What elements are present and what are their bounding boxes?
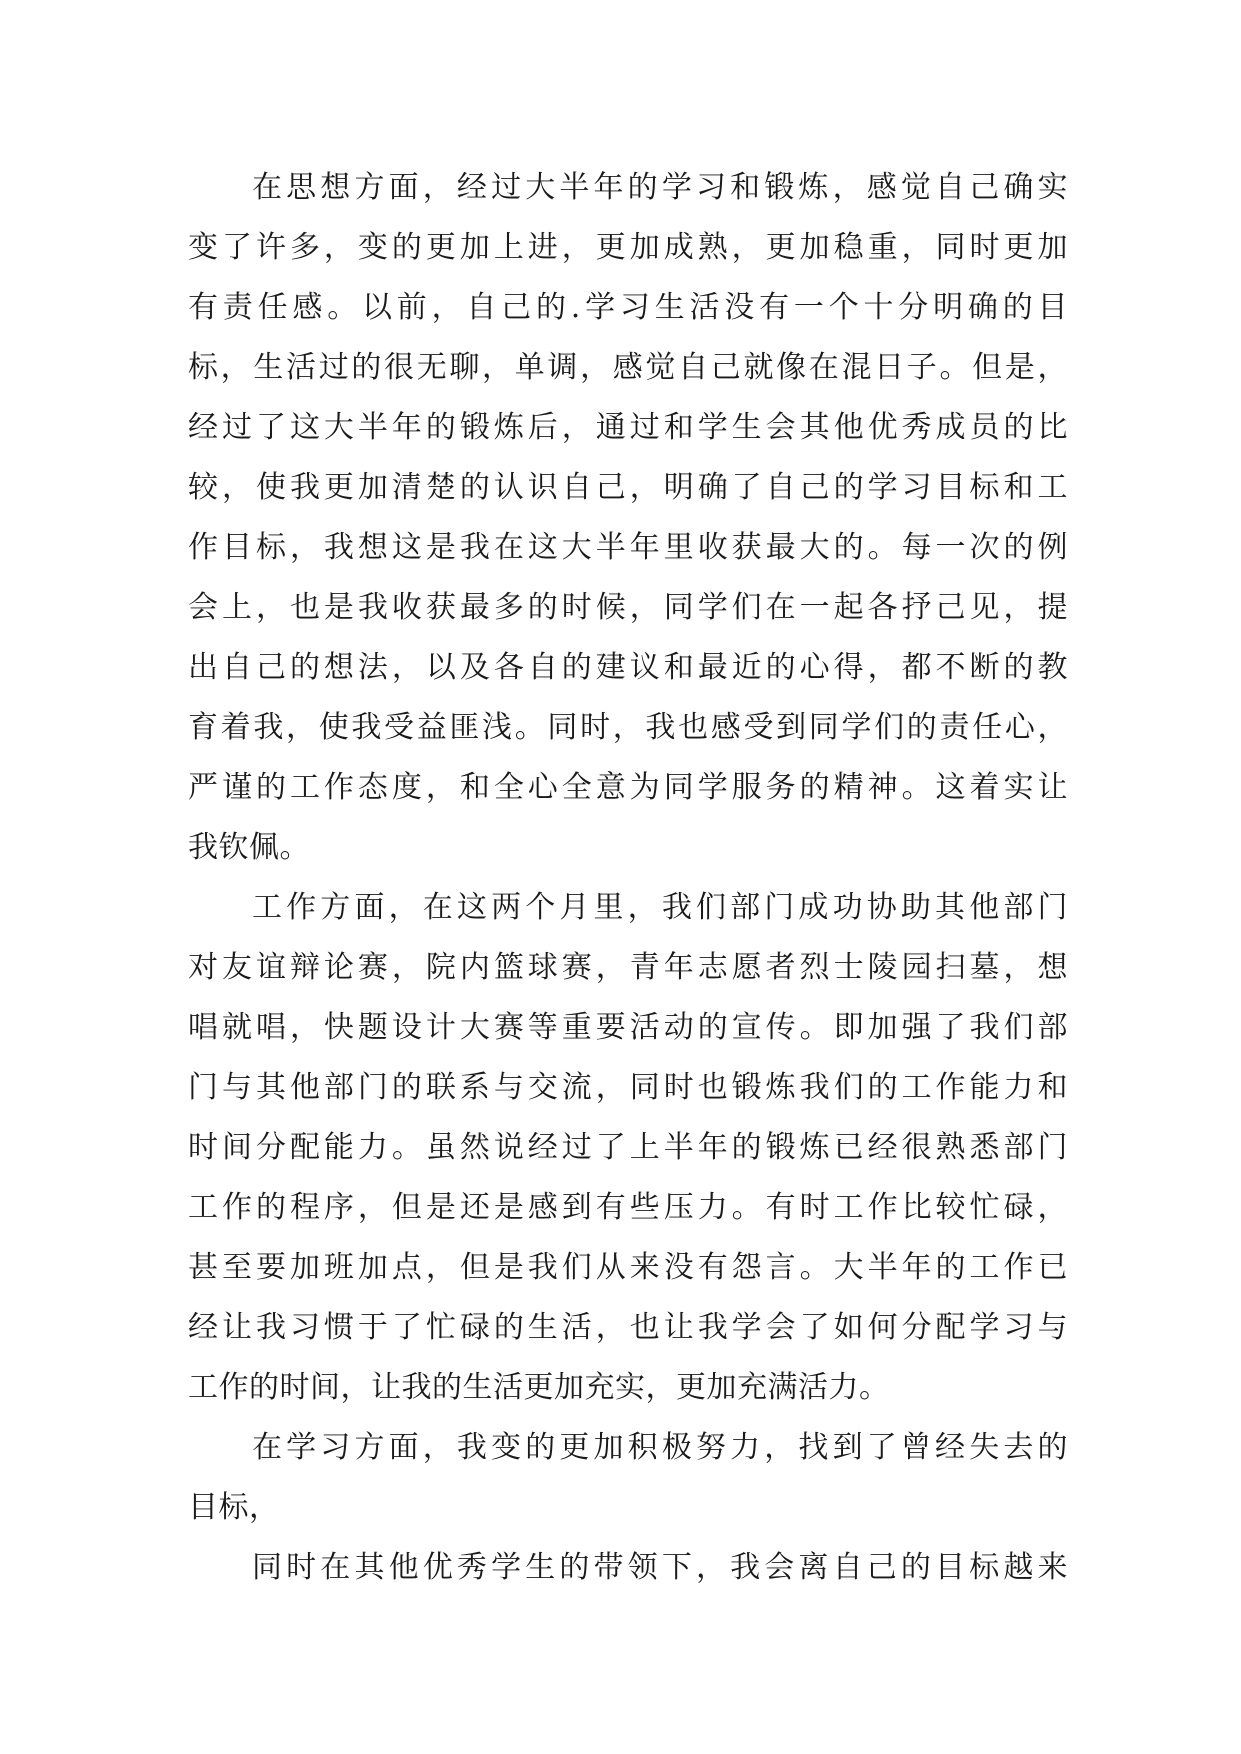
- text-line: 工作方面，在这两个月里，我们部门成功协助其他部门: [252, 890, 1068, 925]
- body-text: [188, 158, 1068, 1598]
- text-line: 标，生活过的很无聊，单调，感觉自己就像在混日子。但是，: [188, 350, 1068, 385]
- text-line: 目标，: [188, 1490, 280, 1525]
- text-line: 经过了这大半年的锻炼后，通过和学生会其他优秀成员的比: [188, 410, 1068, 445]
- text-line: 工作的时间，让我的生活更加充实，更加充满活力。: [188, 1370, 890, 1405]
- text-line: 出自己的想法，以及各自的建议和最近的心得，都不断的教: [188, 650, 1068, 685]
- text-line: 工作的程序，但是还是感到有些压力。有时工作比较忙碌，: [188, 1190, 1068, 1225]
- text-line: 较，使我更加清楚的认识自己，明确了自己的学习目标和工: [188, 470, 1068, 505]
- text-line: 在学习方面，我变的更加积极努力，找到了曾经失去的: [252, 1430, 1068, 1465]
- text-line: 严谨的工作态度，和全心全意为同学服务的精神。这着实让: [188, 770, 1068, 805]
- text-line: 我钦佩。: [188, 830, 310, 865]
- paragraph: [188, 1418, 1068, 1538]
- text-line: 有责任感。以前，自己的.学习生活没有一个十分明确的目: [188, 290, 1068, 325]
- text-line: 门与其他部门的联系与交流，同时也锻炼我们的工作能力和: [188, 1070, 1068, 1105]
- text-line: 唱就唱，快题设计大赛等重要活动的宣传。即加强了我们部: [188, 1010, 1068, 1045]
- text-line: 育着我，使我受益匪浅。同时，我也感受到同学们的责任心，: [188, 710, 1068, 745]
- text-line: 对友谊辩论赛，院内篮球赛，青年志愿者烈士陵园扫墓，想: [188, 950, 1068, 985]
- text-line: 在思想方面，经过大半年的学习和锻炼，感觉自己确实: [252, 170, 1068, 205]
- text-line: 会上，也是我收获最多的时候，同学们在一起各抒己见，提: [188, 590, 1068, 625]
- paragraph: [188, 878, 1068, 1418]
- text-line: 甚至要加班加点，但是我们从来没有怨言。大半年的工作已: [188, 1250, 1068, 1285]
- text-line: 同时在其他优秀学生的带领下，我会离自己的目标越来: [252, 1550, 1068, 1585]
- paragraph: [188, 158, 1068, 878]
- text-line: 时间分配能力。虽然说经过了上半年的锻炼已经很熟悉部门: [188, 1130, 1068, 1165]
- text-line: 经让我习惯于了忙碌的生活，也让我学会了如何分配学习与: [188, 1310, 1068, 1345]
- text-line: 作目标，我想这是我在这大半年里收获最大的。每一次的例: [188, 530, 1068, 565]
- text-line: 变了许多，变的更加上进，更加成熟，更加稳重，同时更加: [188, 230, 1068, 265]
- paragraph: [188, 1538, 1068, 1598]
